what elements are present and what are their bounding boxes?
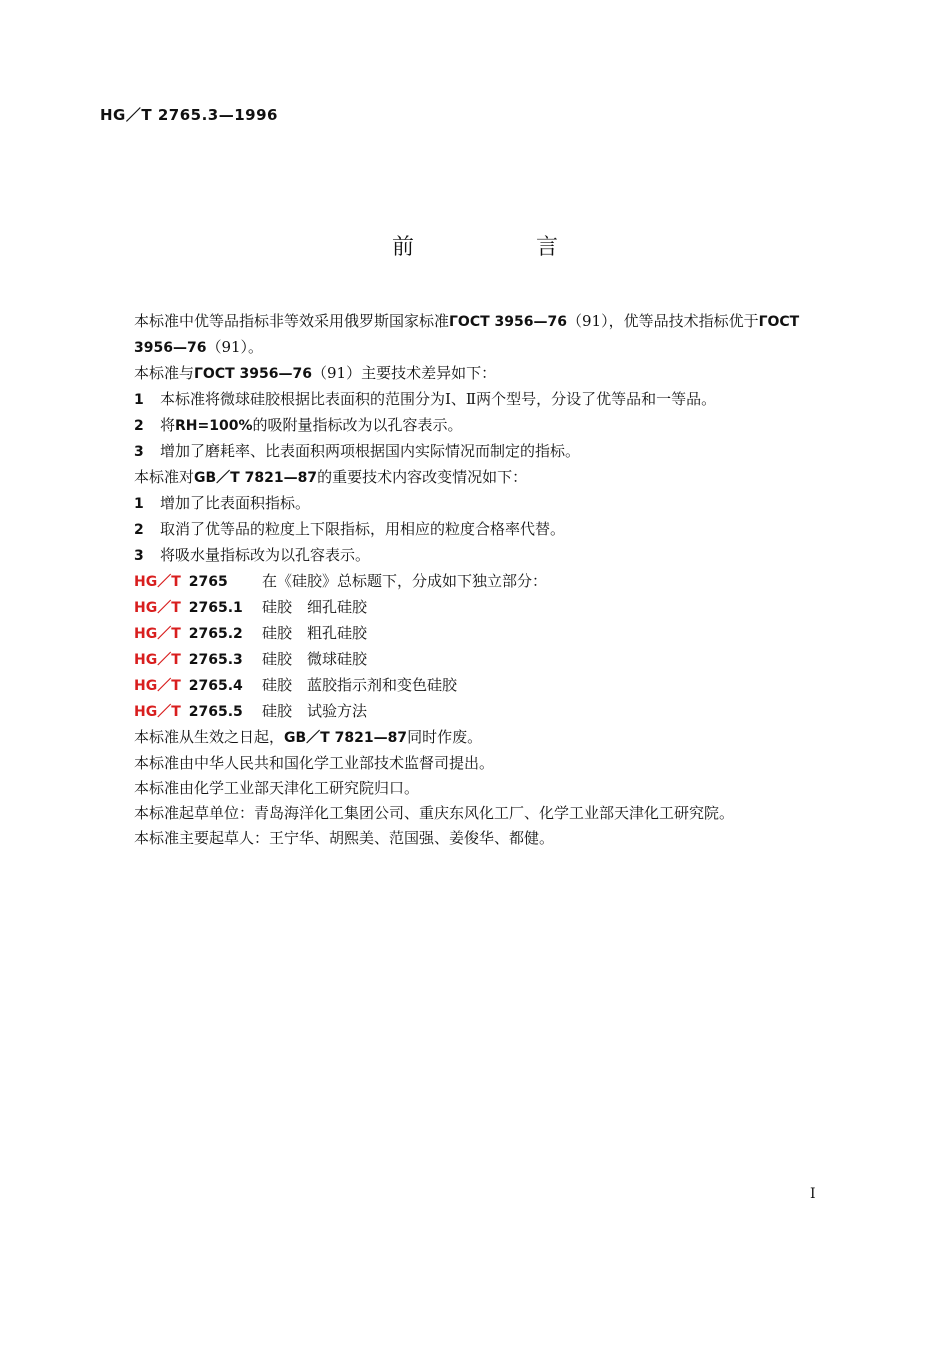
list-item: HG／T 2765.1 硅胶 细孔硅胶 <box>134 598 368 616</box>
page-number: Ⅰ <box>810 1186 816 1202</box>
list-item: 3 增加了磨耗率、比表面积两项根据国内实际情况而制定的指标。 <box>134 442 581 460</box>
paragraph-supersedes: 本标准从生效之日起，GB／T 7821—87同时作废。 <box>134 728 483 746</box>
paragraph-adoption: 本标准中优等品指标非等效采用俄罗斯国家标准ГОСТ 3956—76（91），优等品技术指标优于ГОСТ 3956—76（91）。 <box>134 312 800 356</box>
list-item: 2 取消了优等品的粒度上下限指标，用相应的粒度合格率代替。 <box>134 520 566 538</box>
list-item: 3 将吸水量指标改为以孔容表示。 <box>134 546 371 564</box>
paragraph-proposed-by: 本标准由中华人民共和国化学工业部技术监督司提出。 <box>134 754 495 772</box>
document-code: HG／T 2765.3—1996 <box>100 106 278 124</box>
list-item: HG／T 2765.4 硅胶 蓝胶指示剂和变色硅胶 <box>134 676 458 694</box>
paragraph-drafting-units: 本标准起草单位：青岛海洋化工集团公司、重庆东风化工厂、化学工业部天津化工研究院。 <box>134 804 735 822</box>
list-item: HG／T 2765.3 硅胶 微球硅胶 <box>134 650 368 668</box>
paragraph-drafters: 本标准主要起草人：王宁华、胡熙美、范国强、姜俊华、都健。 <box>134 829 555 847</box>
paragraph-series-intro: HG／T 2765 在《硅胶》总标题下，分成如下独立部分： <box>134 572 548 590</box>
page-title: 前 言 <box>391 235 608 260</box>
paragraph-differences-intro: 本标准与ГОСТ 3956—76（91）主要技术差异如下： <box>134 364 497 382</box>
paragraph-centralized-by: 本标准由化学工业部天津化工研究院归口。 <box>134 779 420 797</box>
list-item: 1 本标准将微球硅胶根据比表面积的范围分为Ⅰ、Ⅱ两个型号，分设了优等品和一等品。 <box>134 390 717 408</box>
list-item: 2 将RH=100%的吸附量指标改为以孔容表示。 <box>134 416 463 434</box>
list-item: 1 增加了比表面积指标。 <box>134 494 311 512</box>
list-item: HG／T 2765.2 硅胶 粗孔硅胶 <box>134 624 368 642</box>
paragraph-changes-intro: 本标准对GB／T 7821—87的重要技术内容改变情况如下： <box>134 468 528 486</box>
list-item: HG／T 2765.5 硅胶 试验方法 <box>134 702 368 720</box>
document-body <box>100 309 840 851</box>
